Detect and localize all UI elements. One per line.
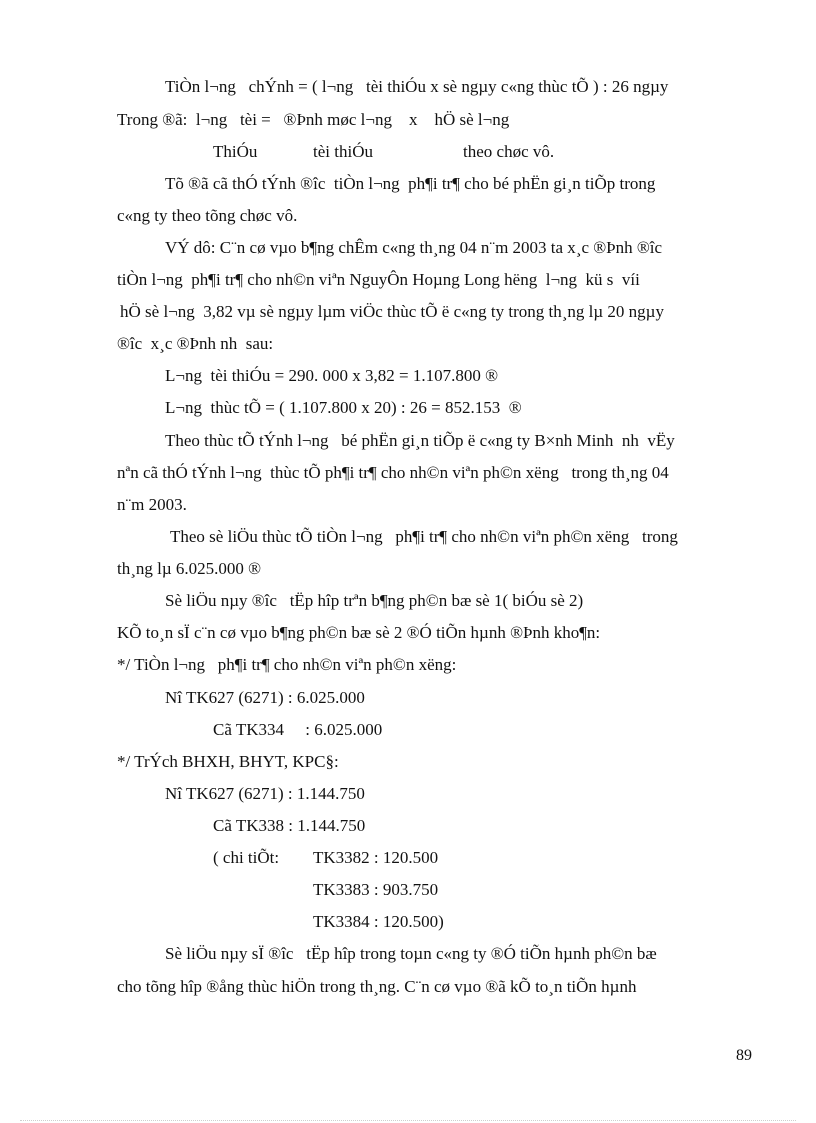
text-line: ThiÓu: [213, 142, 258, 161]
text-line: tèi thiÓu: [313, 142, 373, 161]
text-line: Nî TK627 (6271) : 6.025.000: [165, 688, 365, 707]
text-line: nªn cã thÓ tÝnh l¬ng thùc tÕ ph¶i tr¶ cho nh©n viªn ph©n xëng trong th¸ng 04: [117, 463, 669, 482]
text-line: hÖ sè l¬ng 3,82 vµ sè ngµy lµm viÖc thùc tÕ ë c«ng ty trong th¸ng lµ 20 ngµy: [120, 302, 664, 321]
text-line: VÝ dô: C¨n cø vµo b¶ng chÊm c«ng th¸ng 04 n¨m 2003 ta x¸c ®Þnh ®îc: [165, 238, 663, 257]
text-line: Cã TK334 : 6.025.000: [213, 720, 383, 739]
text-line: c«ng ty theo tõng chøc vô.: [117, 206, 298, 225]
page-number: 89: [736, 1047, 752, 1064]
text-line: Trong ®ã: l¬ng tèi = ®Þnh møc l¬ng x hÖ sè l¬ng: [117, 110, 510, 129]
text-line: tiÒn l¬ng ph¶i tr¶ cho nh©n viªn NguyÔn Hoµng Long hëng l¬ng kü s víi: [117, 270, 640, 289]
text-line: TK3382 : 120.500: [313, 848, 439, 867]
text-line: L¬ng tèi thiÓu = 290. 000 x 3,82 = 1.107.800 ®: [165, 366, 499, 385]
text-line: TiÒn l¬ng chÝnh = ( l¬ng tèi thiÓu x sè ngµy c«ng thùc tÕ ) : 26 ngµy: [165, 77, 669, 96]
footer-divider: [20, 1120, 796, 1121]
text-line: Sè liÖu nµy sÏ ®îc tËp hîp trong toµn c«ng ty ®Ó tiÕn hµnh ph©n bæ: [165, 944, 657, 963]
text-line: Nî TK627 (6271) : 1.144.750: [165, 784, 365, 803]
text-line: ®îc x¸c ®Þnh nh sau:: [117, 334, 274, 353]
text-line: n¨m 2003.: [117, 495, 187, 514]
text-line: Theo thùc tÕ tÝnh l¬ng bé phËn gi¸n tiÕp ë c«ng ty B×nh Minh nh vËy: [165, 431, 675, 450]
text-line: cho tõng hîp ®ång thùc hiÖn trong th¸ng. C¨n cø vµo ®ã kÕ to¸n tiÕn hµnh: [117, 977, 637, 996]
text-line: */ TrÝch BHXH, BHYT, KPC§:: [117, 752, 339, 771]
text-line: Cã TK338 : 1.144.750: [213, 816, 366, 835]
text-line: ( chi tiÕt:: [213, 848, 280, 867]
text-line: L¬ng thùc tÕ = ( 1.107.800 x 20) : 26 = 852.153 ®: [165, 398, 522, 417]
text-line: */ TiÒn l¬ng ph¶i tr¶ cho nh©n viªn ph©n xëng:: [117, 655, 457, 674]
text-line: Sè liÖu nµy ®îc tËp hîp trªn b¶ng ph©n bæ sè 1( biÓu sè 2): [165, 591, 584, 610]
text-line: TK3384 : 120.500): [313, 912, 444, 931]
text-line: KÕ to¸n sÏ c¨n cø vµo b¶ng ph©n bæ sè 2 ®Ó tiÕn hµnh ®Þnh kho¶n:: [117, 623, 601, 642]
text-line: TK3383 : 903.750: [313, 880, 439, 899]
text-line: Tõ ®ã cã thÓ tÝnh ®îc tiÒn l¬ng ph¶i tr¶ cho bé phËn gi¸n tiÕp trong: [165, 174, 656, 193]
text-line: theo chøc vô.: [463, 142, 555, 161]
text-line: th¸ng lµ 6.025.000 ®: [117, 559, 262, 578]
text-line: Theo sè liÖu thùc tÕ tiÒn l¬ng ph¶i tr¶ cho nh©n viªn ph©n xëng trong: [170, 527, 678, 546]
